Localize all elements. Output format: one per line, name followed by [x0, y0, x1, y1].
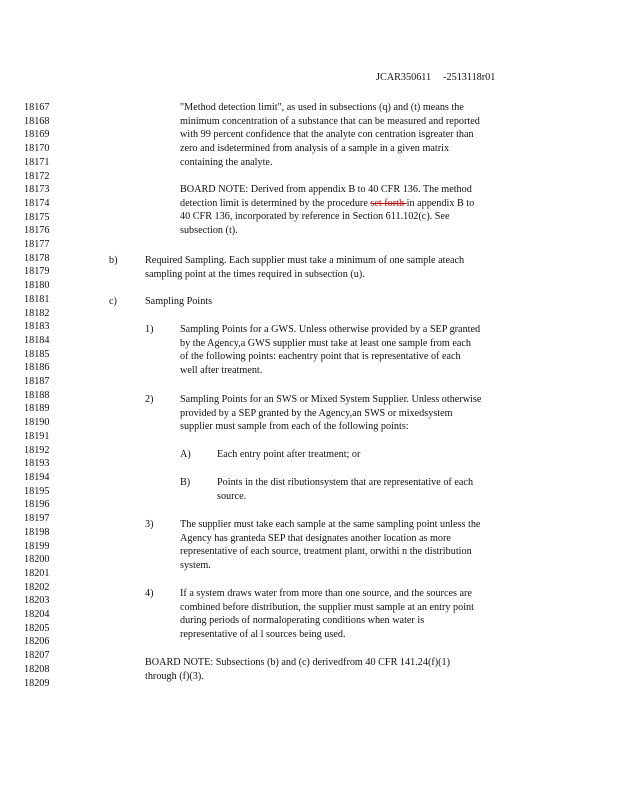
line-number: 18199 [24, 540, 50, 552]
line-number: 18188 [24, 389, 50, 401]
item-c2b-text [217, 476, 473, 503]
text-line: The supplier must take each sample at the same sampling point unless the [180, 519, 481, 530]
line-number: 18170 [24, 143, 50, 155]
text-line: with 99 percent confidence that the analyte con centration isgreater than [180, 129, 474, 141]
line-number: 18189 [24, 403, 50, 415]
board-note-1 [180, 183, 474, 238]
line-number: 18200 [24, 554, 50, 566]
item-c3-label: 3) [145, 519, 154, 530]
line-number: 18194 [24, 471, 50, 483]
board-note-2 [145, 656, 450, 683]
line-number: 18168 [24, 115, 50, 127]
line-number: 18175 [24, 211, 50, 223]
item-b-text [145, 254, 464, 281]
text-line: sampling point at the times required in subsection (u). [145, 268, 365, 280]
line-number-column [24, 101, 64, 690]
definition-method-detection-limit [180, 101, 480, 170]
item-c4-text [180, 587, 474, 642]
line-number: 18187 [24, 376, 50, 388]
line-number: 18204 [24, 609, 50, 621]
line-number: 18196 [24, 499, 50, 511]
item-c3-text [180, 518, 480, 573]
line-number: 18176 [24, 225, 50, 237]
line-number: 18198 [24, 526, 50, 538]
text-line: containing the analyte. [180, 156, 273, 168]
text-segment: in appendix B to [406, 197, 475, 209]
line-number: 18202 [24, 581, 50, 593]
line-number: 18192 [24, 444, 50, 456]
text-line: Required Sampling. Each supplier must take a minimum of one sample ateach [145, 255, 465, 266]
line-number: 18172 [24, 170, 50, 182]
line-number: 18207 [24, 650, 50, 662]
text-line: BOARD NOTE: Subsections (b) and (c) derivedfrom 40 CFR 141.24(f)(1) [145, 657, 451, 668]
text-line: Each entry point after treatment; or [217, 449, 361, 460]
text-line: through (f)(3). [145, 670, 204, 682]
line-number: 18169 [24, 129, 50, 141]
item-c2b-label: B) [180, 477, 191, 488]
line-number: 18186 [24, 362, 50, 374]
text-line: Sampling Points for an SWS or Mixed System Supplier. Unless otherwise [180, 394, 482, 405]
line-number: 18182 [24, 307, 50, 319]
text-line: provided by a SEP granted by the Agency,an SWS or mixedsystem [180, 407, 453, 419]
line-number: 18185 [24, 348, 50, 360]
line-number: 18167 [24, 102, 50, 113]
document-code: -2513118r01 [443, 72, 496, 83]
text-line: of the following points: eachentry point that is representative of each [180, 351, 461, 363]
line-number: 18201 [24, 567, 50, 579]
item-c1-label: 1) [145, 324, 154, 335]
line-number: 18209 [24, 677, 50, 689]
line-number: 18173 [24, 184, 50, 196]
line-number: 18181 [24, 293, 50, 305]
item-c2-text [180, 393, 481, 434]
line-number: 18190 [24, 417, 50, 429]
item-c2a-text [217, 448, 360, 462]
text-line: "Method detection limit", as used in subsections (q) and (t) means the [180, 102, 464, 113]
text-line: Points in the dist ributionsystem that are representative of each [217, 477, 474, 488]
text-line: Agency has granteda SEP that designates another location as more [180, 532, 451, 544]
text-line: system. [180, 560, 211, 572]
text-line: combined before distribution, the supplier must sample at an entry point [180, 601, 474, 613]
text-line [180, 197, 474, 211]
text-line: Sampling Points for a GWS. Unless otherwise provided by a SEP granted [180, 324, 481, 335]
line-number: 18179 [24, 266, 50, 278]
item-c1-text [180, 323, 480, 378]
item-c-title [145, 295, 212, 309]
line-number: 18197 [24, 513, 50, 525]
item-c2-label: 2) [145, 394, 154, 405]
text-line: supplier must sample from each of the following points: [180, 421, 409, 433]
text-segment: detection limit is determined by the procedure [180, 197, 371, 209]
text-line: minimum concentration of a substance that can be measured and reported [180, 115, 480, 127]
text-line: subsection (t). [180, 225, 238, 237]
line-number: 18177 [24, 239, 50, 251]
line-number: 18203 [24, 595, 50, 607]
line-number: 18206 [24, 636, 50, 648]
line-number: 18174 [24, 197, 50, 209]
item-c-label: c) [109, 296, 117, 307]
line-number: 18184 [24, 334, 50, 346]
line-number: 18193 [24, 458, 50, 470]
document-header [376, 72, 495, 83]
text-line: source. [217, 490, 247, 502]
item-b-label: b) [109, 255, 118, 266]
text-line: If a system draws water from more than one source, and the sources are [180, 588, 472, 599]
line-number: 18183 [24, 321, 50, 333]
line-number: 18208 [24, 663, 50, 675]
document-id: JCAR350611 [376, 72, 432, 83]
line-number: 18178 [24, 252, 50, 264]
text-line: well after treatment. [180, 365, 263, 377]
text-line: by the Agency,a GWS supplier must take at least one sample from each [180, 337, 472, 349]
text-line: zero and isdetermined from analysis of a sample in a given matrix [180, 143, 450, 155]
text-line: BOARD NOTE: Derived from appendix B to 40 CFR 136. The method [180, 184, 472, 195]
item-c2a-label: A) [180, 449, 191, 460]
text-line: 40 CFR 136, incorporated by reference in Section 611.102(c). See [180, 211, 450, 223]
line-number: 18195 [24, 485, 50, 497]
text-line: Sampling Points [145, 296, 213, 307]
text-line: representative of al l sources being used. [180, 629, 346, 641]
line-number: 18191 [24, 430, 50, 442]
text-line: representative of each source, treatment plant, orwithi n the distribution [180, 546, 472, 558]
text-line: during periods of normaloperating conditions when water is [180, 615, 425, 627]
item-c4-label: 4) [145, 588, 154, 599]
struck-text: set forth [370, 197, 407, 209]
line-number: 18171 [24, 156, 50, 168]
line-number: 18180 [24, 280, 50, 292]
line-number: 18205 [24, 622, 50, 634]
